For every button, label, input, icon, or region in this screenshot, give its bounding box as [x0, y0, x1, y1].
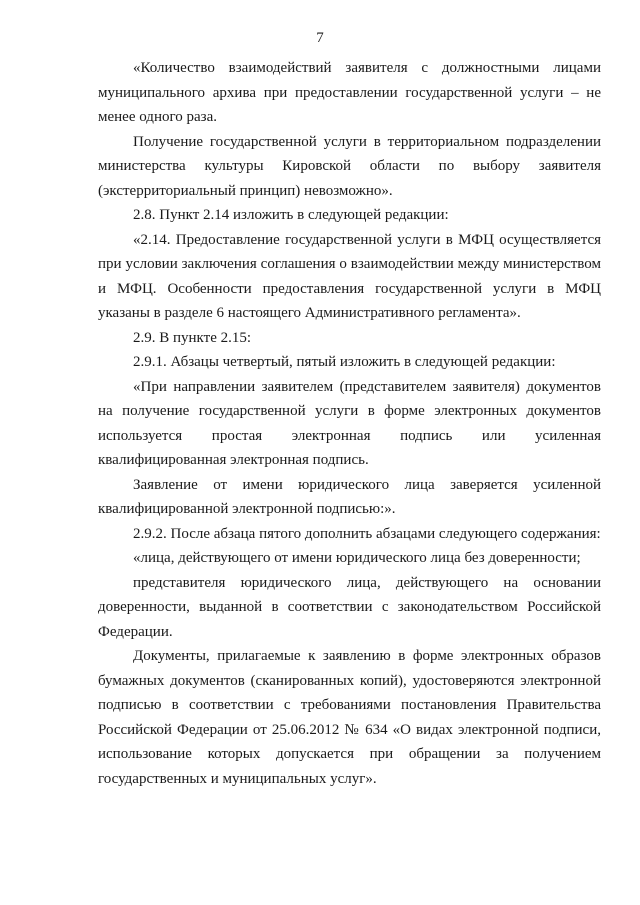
paragraph-electronic-signature: «При направлении заявителем (представителем заявителя) документов на получение государственной услуги в форме электронных документов используется простая электронная подпись или усиленная квалифицированная электронная подпись.	[98, 378, 601, 468]
paragraph-item-2-14: «2.14. Предоставление государственной услуги в МФЦ осуществляется при условии заключения соглашения о взаимодействии между министерством и МФЦ. Особенности предоставления государственной услуги в МФЦ указаны в разделе 6 настоящего Административного регламента».	[98, 231, 601, 321]
paragraph-extraterritorial: Получение государственной услуги в территориальном подразделении министерства культуры Кировской области по выбору заявителя (экстерриториальный принцип) невозможно».	[98, 133, 601, 199]
paragraph-attached-documents: Документы, прилагаемые к заявлению в форме электронных образов бумажных документов (сканированных копий), удостоверяются электронной подписью в соответствии с требованиями постановления Правительства Российской Федерации от 25.06.2012 № 634 «О видах электронной подписи, использование которых допускается при обращении за получением государственных и муниципальных услуг».	[98, 648, 601, 787]
document-body	[98, 56, 601, 791]
paragraph-legal-entity-application: Заявление от имени юридического лица заверяется усиленной квалифицированной электронной подписью:».	[98, 476, 601, 517]
paragraph-without-proxy: «лица, действующего от имени юридического лица без доверенности;	[133, 550, 581, 566]
paragraph-item-2-9-2: 2.9.2. После абзаца пятого дополнить абзацами следующего содержания:	[133, 525, 601, 542]
paragraph-representative: представителя юридического лица, действующего на основании доверенности, выданной в соответствии с законодательством Российской Федерации.	[98, 574, 601, 640]
page-number: 7	[316, 30, 324, 46]
paragraph-interaction-count: «Количество взаимодействий заявителя с должностными лицами муниципального архива при предоставлении государственной услуги – не менее одного раза.	[98, 60, 601, 125]
paragraph-item-2-9: 2.9. В пункте 2.15:	[133, 329, 252, 346]
paragraph-item-2-8: 2.8. Пункт 2.14 изложить в следующей редакции:	[133, 207, 449, 223]
paragraph-item-2-9-1: 2.9.1. Абзацы четвертый, пятый изложить в следующей редакции:	[133, 354, 556, 370]
